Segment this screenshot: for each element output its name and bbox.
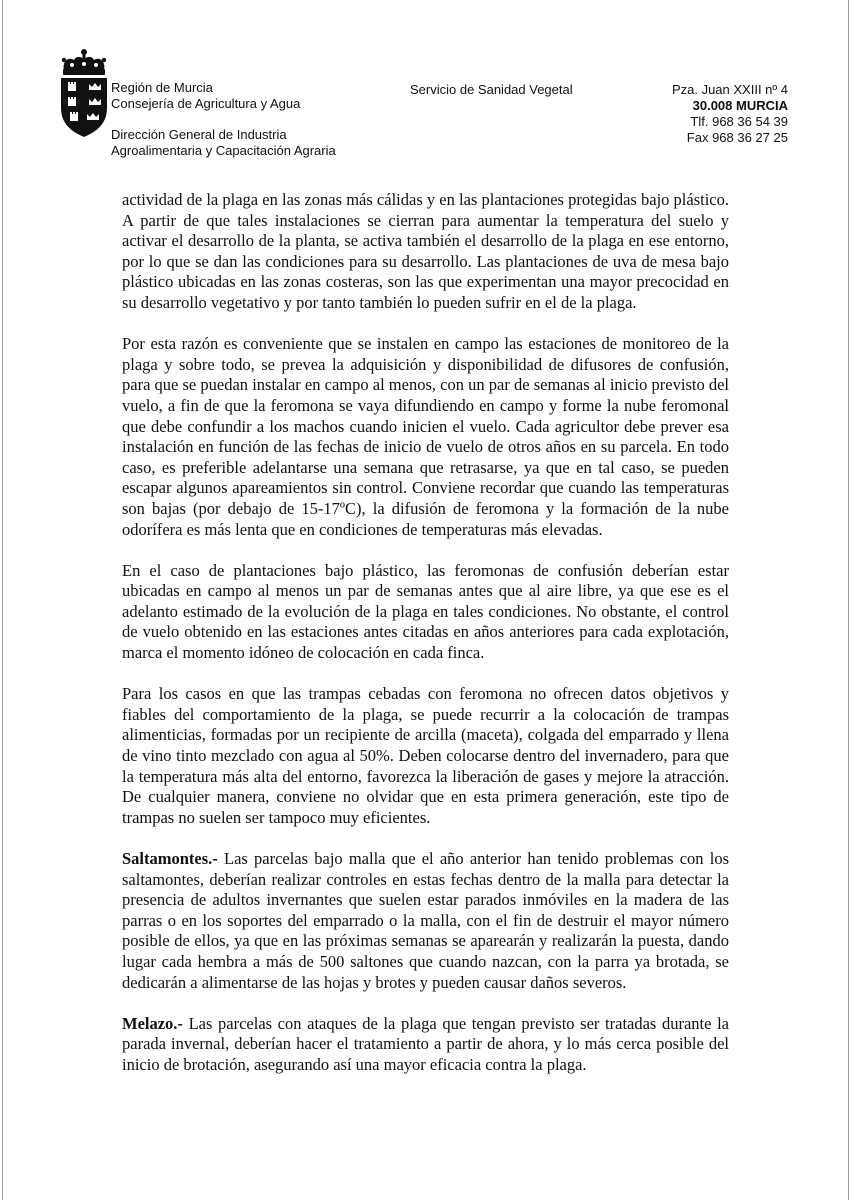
address-street: Pza. Juan XXIII nº 4 — [671, 82, 788, 97]
address-city: 30.008 MURCIA — [692, 98, 788, 113]
paragraph — [122, 334, 729, 540]
paragraph — [122, 190, 729, 314]
paragraph-text: Para los casos en que las trampas cebadas con feromona no ofrecen datos objetivos y fiables del comportamiento de la plaga, se puede recurrir a la colocación de trampas alimenticias, formadas por un recipiente de arcilla (maceta), colgada del emparrado y llena de vino tinto mezclado con agua al 50%. Deben colocarse dentro del invernadero, para que la temperatura más alta del entorno, favorezca la liberación de gases y mejore la atracción. De cualquier manera, conviene no olvidar que en esta primera generación, este tipo de trampas no suelen ser tampoco muy eficientes. — [122, 684, 729, 827]
coat-of-arms-logo — [58, 46, 110, 138]
paragraph-text: Las parcelas bajo malla que el año anterior han tenido problemas con los saltamontes, deberían realizar controles en estas fechas dentro de la malla para detectar la presencia de adultos invernantes que suelen estar parados inmóviles en la madera de las parras o en los soportes del emparrado o la malla, con el fin de destruir el mayor número posible de ellos, ya que en las próximas semanas se aparearán y realizarán la puesta, dando lugar cada hembra a más de 500 saltones que cuando nazcan, con la parra ya brotada, se dedicarán a alimentarse de las hojas y brotes y pueden causar daños severos. — [122, 849, 729, 992]
directorate-line-2: Agroalimentaria y Capacitación Agraria — [111, 143, 336, 158]
service-name: Servicio de Sanidad Vegetal — [410, 82, 573, 97]
paragraph — [122, 561, 729, 664]
header-directorate — [111, 127, 336, 159]
page-edge-right — [848, 0, 849, 1200]
paragraph — [122, 684, 729, 828]
paragraph-text: Las parcelas con ataques de la plaga que tengan previsto ser tratadas durante la parada invernal, deberían hacer el tratamiento a partir de ahora, y lo más cerca posible del inicio de brotación, asegurando así una mayor eficacia contra la plaga. — [122, 1013, 729, 1074]
header-address — [620, 82, 788, 146]
paragraph-text: actividad de la plaga en las zonas más cálidas y en las plantaciones protegidas bajo plástico. A partir de que tales instalaciones se cierran para aumentar la temperatura del suelo y activar el desarrollo de la planta, se activa también el desarrollo de la plaga en ese entorno, por lo que se dan las condiciones para su desarrollo. Las plantaciones de uva de mesa bajo plástico ubicadas en las zonas costeras, son las que experimentan una mayor precocidad en su desarrollo vegetativo y por tanto también lo pueden sufrir en el de la plaga. — [122, 190, 729, 312]
section-heading-melazo: Melazo.- — [122, 1013, 183, 1033]
paragraph-saltamontes — [122, 849, 729, 993]
document-body — [122, 190, 729, 1076]
section-heading-saltamontes: Saltamontes.- — [122, 849, 218, 868]
ministry-name: Consejería de Agricultura y Agua — [111, 96, 301, 111]
paragraph-text: En el caso de plantaciones bajo plástico, las feromonas de confusión deberían estar ubicadas en campo al menos un par de semanas antes que al aire libre, ya que ese es el adelanto estimado de la evolución de la plaga en tales condiciones. No obstante, el control de vuelo obtenido en las estaciones antes citadas en años anteriores para cada explotación, marca el momento idóneo de colocación en cada finca. — [122, 560, 729, 663]
region-name: Región de Murcia — [111, 80, 213, 95]
directorate-line-1: Dirección General de Industria — [111, 127, 287, 142]
paragraph-text: Por esta razón es conveniente que se instalen en campo las estaciones de monitoreo de la plaga y sobre todo, se prevea la adquisición y disponibilidad de difusores de confusión, para que se puedan instalar en campo al menos, con un par de semanas al inicio previsto del vuelo, a fin de que la feromona se vaya difundiendo en campo y forme la nube feromonal que debe confundir a los machos cuando inicien el vuelo. Cada agricultor debe prever esa instalación en función de las fechas de inicio de vuelo de otros años en su parcela. En todo caso, es preferible adelantarse una semana que retrasarse, ya que en tal caso, se pueden escapar algunos apareamientos sin control. Conviene recordar que cuando las temperaturas son bajas (por debajo de 15-17ºC), la difusión de feromona y la formación de la nube odorífera es más lenta que en condiciones de temperaturas más elevadas. — [122, 334, 729, 539]
address-phone: Tlf. 968 36 54 39 — [690, 114, 788, 129]
address-fax: Fax 968 36 27 25 — [686, 130, 788, 145]
header-organization — [111, 80, 300, 112]
page-edge-left — [2, 0, 3, 1200]
paragraph-melazo — [122, 1014, 729, 1076]
